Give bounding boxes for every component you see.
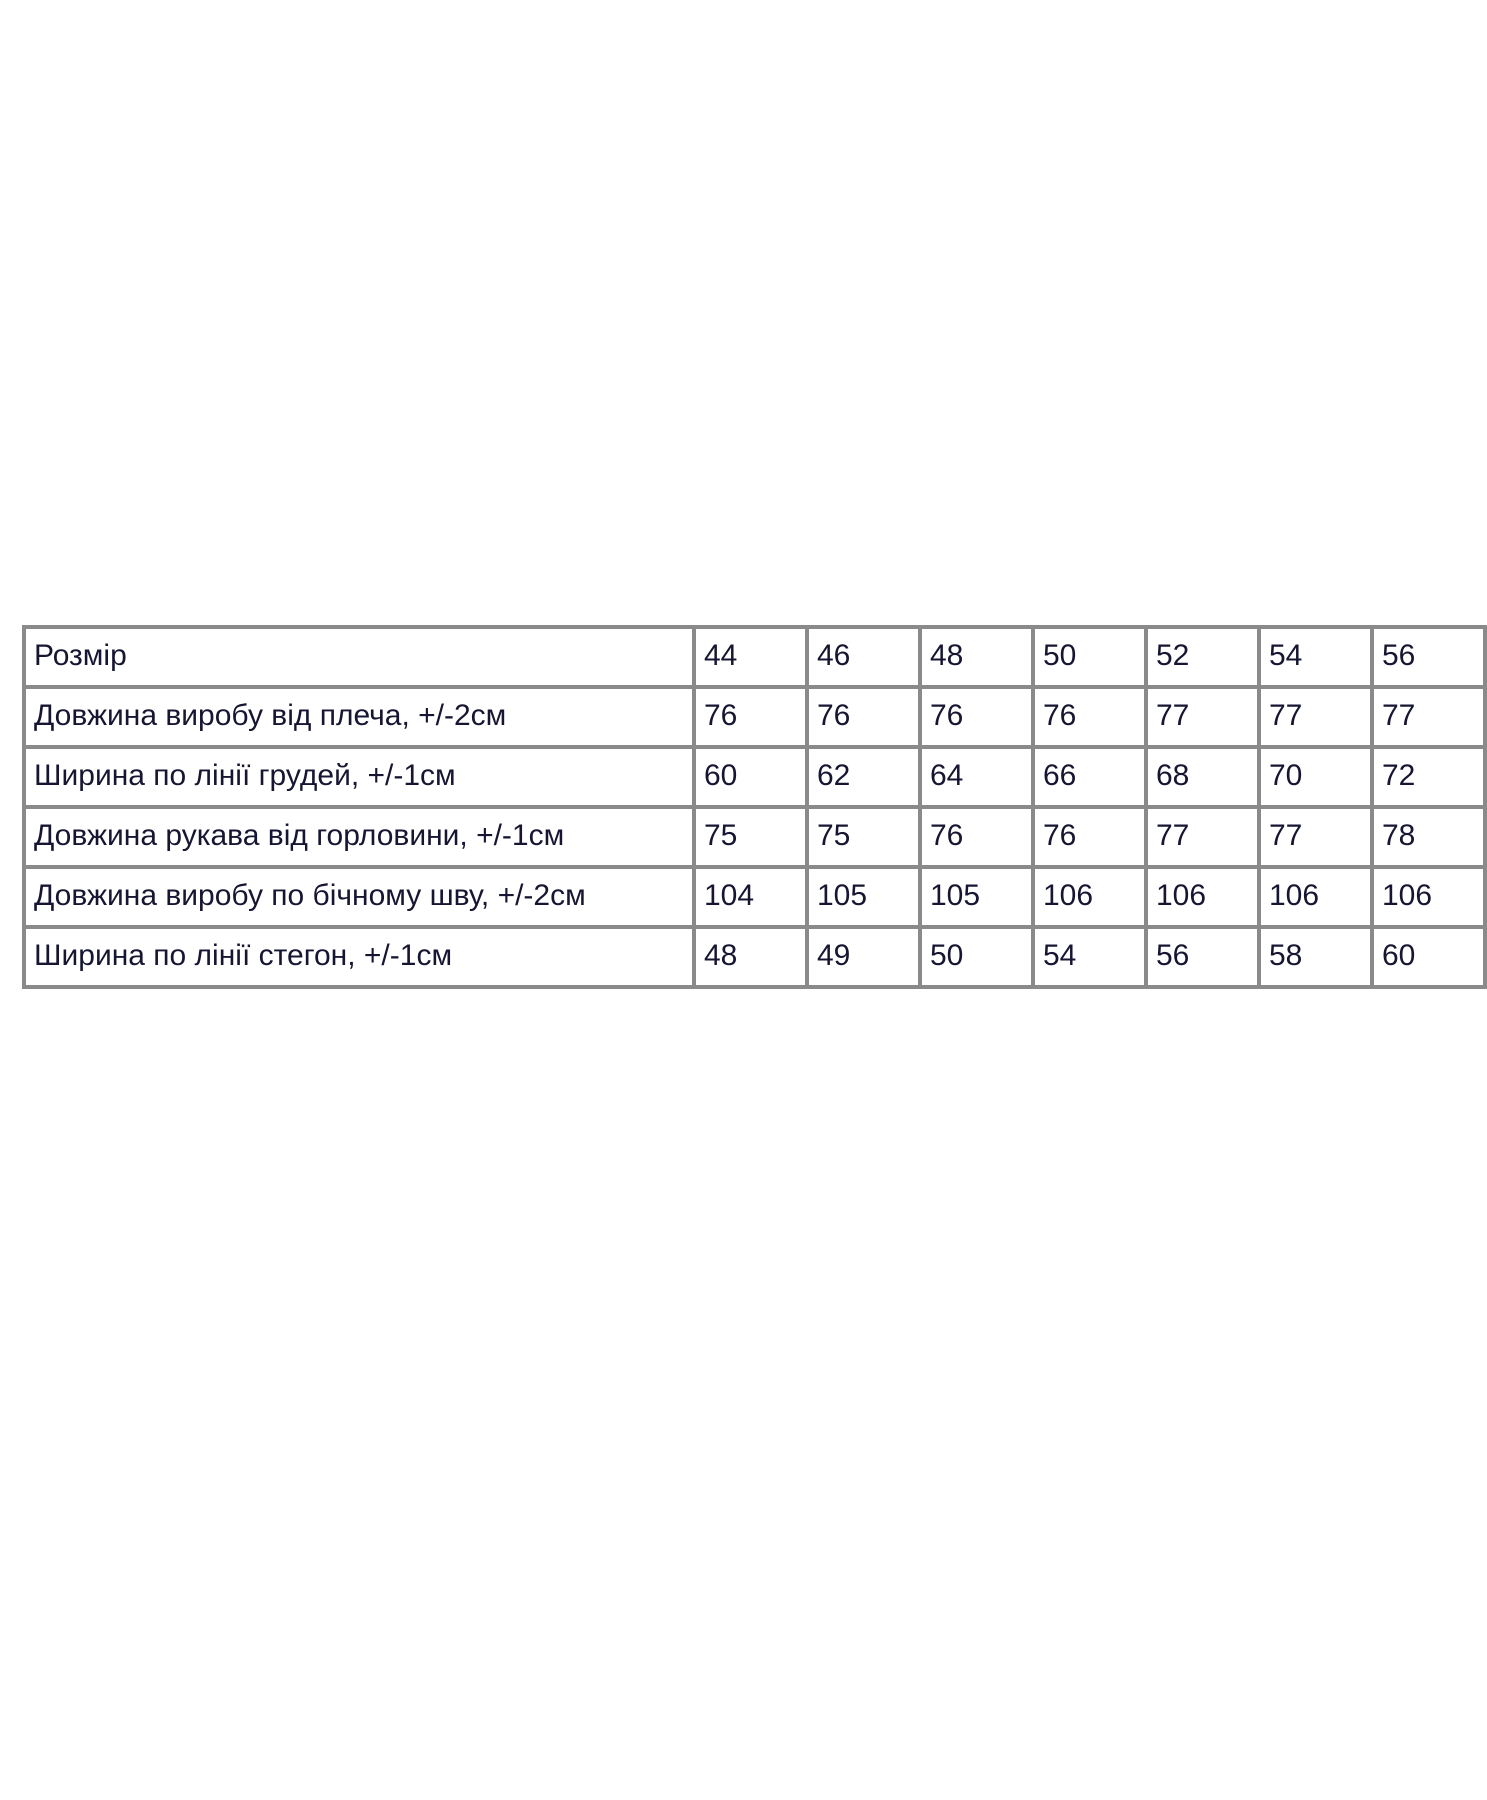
size-chart-container (22, 625, 1433, 989)
row-value: 52 (1146, 627, 1259, 687)
row-value: 76 (807, 687, 920, 747)
row-value: 62 (807, 747, 920, 807)
row-value: 60 (1372, 927, 1485, 987)
row-value: 78 (1372, 807, 1485, 867)
row-value: 64 (920, 747, 1033, 807)
row-value: 54 (1259, 627, 1372, 687)
row-value: 106 (1259, 867, 1372, 927)
row-value: 49 (807, 927, 920, 987)
row-value: 76 (1033, 687, 1146, 747)
row-value: 68 (1146, 747, 1259, 807)
row-value: 76 (694, 687, 807, 747)
row-value: 77 (1372, 687, 1485, 747)
row-label: Розмір (24, 627, 694, 687)
row-value: 50 (1033, 627, 1146, 687)
row-value: 54 (1033, 927, 1146, 987)
row-value: 76 (920, 687, 1033, 747)
row-value: 44 (694, 627, 807, 687)
row-value: 105 (920, 867, 1033, 927)
table-row (24, 927, 1485, 987)
row-value: 75 (807, 807, 920, 867)
table-row (24, 867, 1485, 927)
row-value: 60 (694, 747, 807, 807)
row-value: 56 (1146, 927, 1259, 987)
size-chart-body (24, 627, 1485, 987)
table-row (24, 627, 1485, 687)
row-label: Довжина рукава від горловини, +/-1см (24, 807, 694, 867)
row-label: Довжина виробу по бічному шву, +/-2см (24, 867, 694, 927)
row-value: 58 (1259, 927, 1372, 987)
row-value: 106 (1372, 867, 1485, 927)
row-label: Довжина виробу від плеча, +/-2см (24, 687, 694, 747)
row-value: 77 (1259, 807, 1372, 867)
row-value: 48 (920, 627, 1033, 687)
table-row (24, 747, 1485, 807)
size-chart-table (22, 625, 1487, 989)
row-label: Ширина по лінії грудей, +/-1см (24, 747, 694, 807)
row-value: 76 (1033, 807, 1146, 867)
row-value: 50 (920, 927, 1033, 987)
row-value: 48 (694, 927, 807, 987)
row-value: 77 (1146, 687, 1259, 747)
row-value: 76 (920, 807, 1033, 867)
row-value: 56 (1372, 627, 1485, 687)
row-value: 75 (694, 807, 807, 867)
row-value: 105 (807, 867, 920, 927)
row-value: 70 (1259, 747, 1372, 807)
row-label: Ширина по лінії стегон, +/-1см (24, 927, 694, 987)
table-row (24, 687, 1485, 747)
row-value: 106 (1033, 867, 1146, 927)
row-value: 77 (1259, 687, 1372, 747)
table-row (24, 807, 1485, 867)
row-value: 72 (1372, 747, 1485, 807)
row-value: 77 (1146, 807, 1259, 867)
row-value: 104 (694, 867, 807, 927)
row-value: 66 (1033, 747, 1146, 807)
row-value: 46 (807, 627, 920, 687)
row-value: 106 (1146, 867, 1259, 927)
